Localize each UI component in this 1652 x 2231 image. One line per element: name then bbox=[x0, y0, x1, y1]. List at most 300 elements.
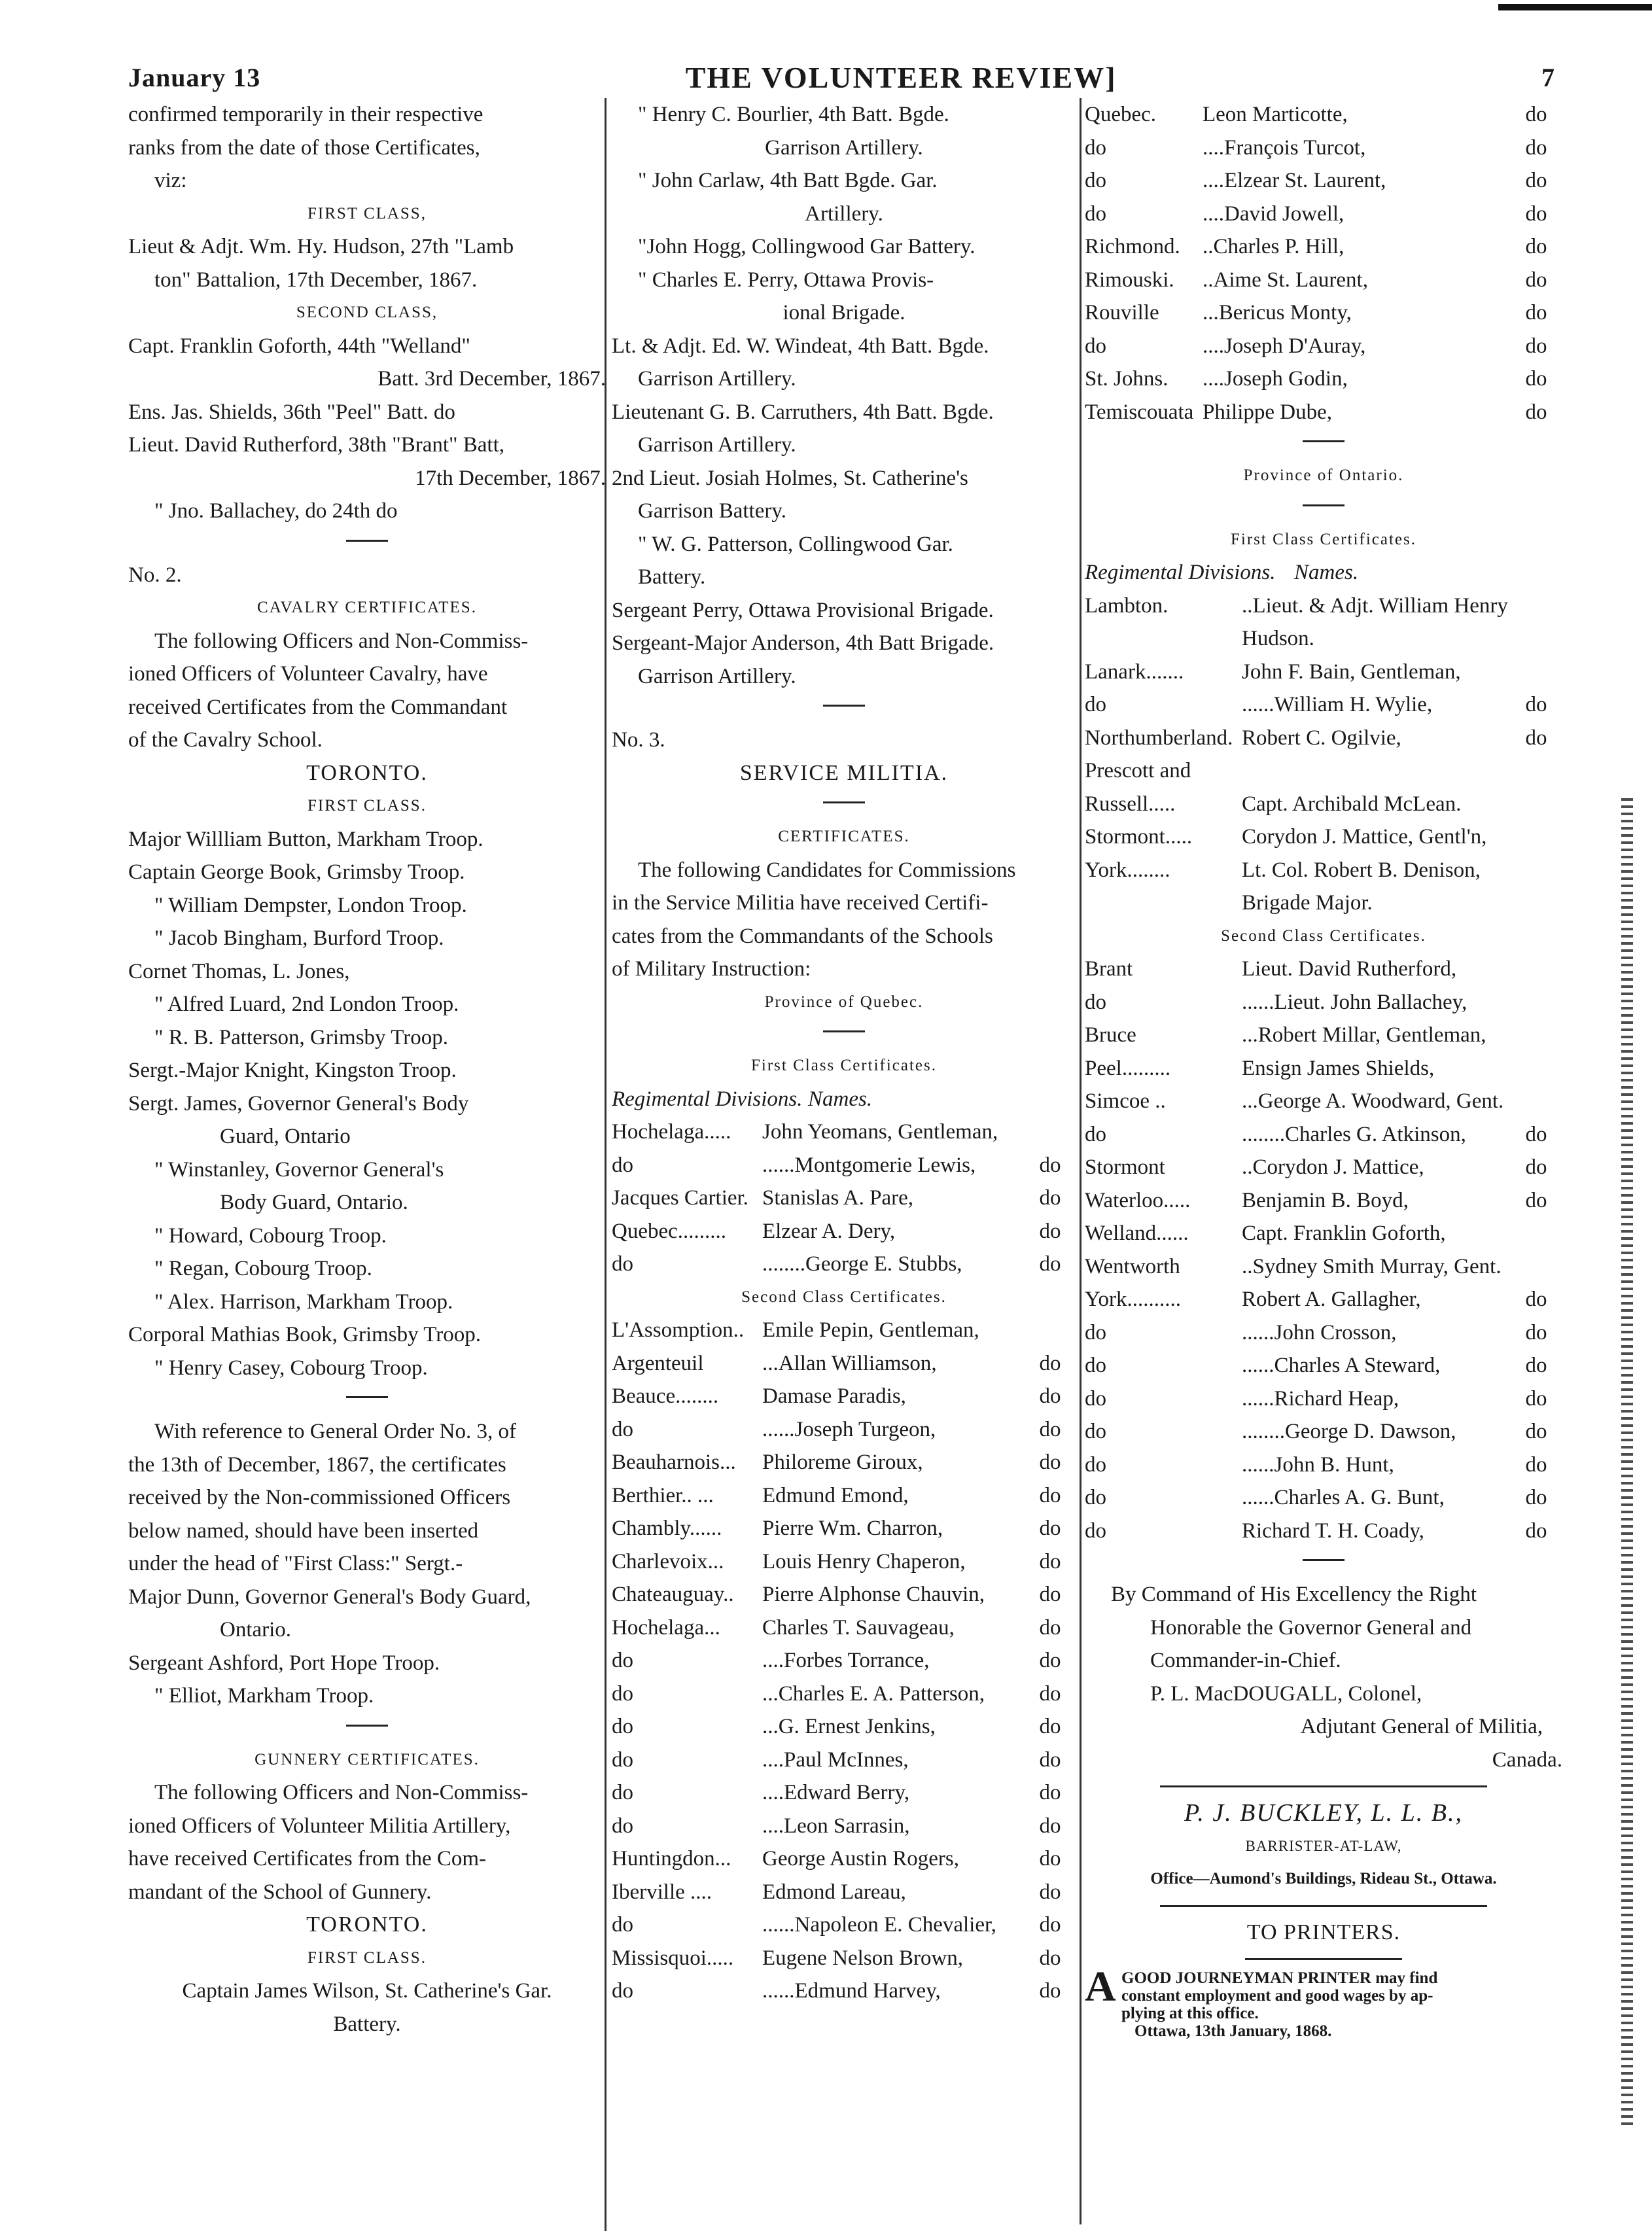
name-cell: ....David Jowell, bbox=[1203, 202, 1344, 226]
text-line: The following Candidates for Commissions bbox=[638, 858, 1016, 882]
name-cell: ...Robert Millar, Gentleman, bbox=[1242, 1023, 1486, 1047]
list-item: Sergeant-Major Anderson, 4th Batt Brigade. bbox=[612, 631, 994, 655]
division-cell: Rimouski. bbox=[1085, 268, 1174, 292]
text-line: Ens. Jas. Shields, 36th "Peel" Batt. do bbox=[128, 400, 455, 424]
table-row bbox=[612, 1744, 1076, 1777]
name-cell bbox=[1242, 754, 1510, 788]
column-1 bbox=[128, 98, 606, 2139]
section-rule bbox=[1303, 1559, 1344, 1561]
division-cell: Russell..... bbox=[1085, 792, 1176, 816]
ditto-cell: do bbox=[1039, 1847, 1061, 1871]
signature-line: P. L. MacDOUGALL, Colonel, bbox=[1150, 1681, 1422, 1706]
advert-rule bbox=[1160, 1905, 1487, 1907]
table-row bbox=[1085, 1415, 1562, 1449]
table-row bbox=[612, 1942, 1076, 1975]
table-row bbox=[1085, 986, 1562, 1019]
division-cell: do bbox=[612, 1649, 633, 1672]
ditto-cell: do bbox=[1525, 103, 1547, 126]
ditto-cell: do bbox=[1039, 1450, 1061, 1474]
table-row bbox=[1085, 1250, 1562, 1284]
text-line: confirmed temporarily in their respective bbox=[128, 103, 483, 126]
advert-rule bbox=[1160, 1785, 1487, 1787]
signature-line: Adjutant General of Militia, bbox=[1300, 1715, 1543, 1738]
name-cell: ......John Crosson, bbox=[1242, 1320, 1397, 1344]
name-cell: Philippe Dube, bbox=[1203, 400, 1332, 424]
ditto-cell: do bbox=[1039, 1913, 1061, 1937]
header-date: January 13 bbox=[128, 62, 261, 92]
division-cell: Jacques Cartier. bbox=[612, 1186, 748, 1210]
list-item: Artillery. bbox=[805, 202, 883, 226]
table-row bbox=[612, 1710, 1076, 1744]
table-row bbox=[612, 1479, 1076, 1513]
ditto-cell bbox=[1510, 953, 1562, 986]
class-heading: Second Class Certificates. bbox=[741, 1288, 947, 1306]
table-row bbox=[612, 1413, 1076, 1447]
ditto-cell: do bbox=[1525, 1320, 1547, 1344]
division-cell: do bbox=[612, 1781, 633, 1804]
name-cell: ......John B. Hunt, bbox=[1242, 1452, 1394, 1477]
division-cell: Brant bbox=[1085, 957, 1133, 981]
division-cell: do bbox=[1085, 990, 1106, 1014]
ditto-cell: do bbox=[1525, 1155, 1547, 1179]
table-row bbox=[1085, 396, 1562, 429]
ditto-cell: do bbox=[1039, 1351, 1061, 1375]
ditto-cell: do bbox=[1525, 400, 1547, 424]
division-cell: do bbox=[1085, 169, 1106, 192]
division-cell: do bbox=[1085, 202, 1106, 226]
ditto-cell: do bbox=[1525, 1452, 1547, 1477]
division-cell: do bbox=[612, 1153, 633, 1177]
ditto-cell bbox=[1510, 1052, 1562, 1085]
name-cell: Lieut. David Rutherford, bbox=[1242, 957, 1457, 981]
division-cell: Temiscouata bbox=[1085, 400, 1194, 424]
list-item: " W. G. Patterson, Collingwood Gar. bbox=[638, 532, 953, 556]
name-cell: ..Sydney Smith Murray, Gent. bbox=[1242, 1254, 1502, 1278]
name-cell: Richard T. H. Coady, bbox=[1242, 1519, 1424, 1543]
ditto-cell bbox=[1024, 1116, 1076, 1149]
text-line: Captain James Wilson, St. Catherine's Gar. bbox=[182, 1979, 552, 2003]
ditto-cell bbox=[1510, 754, 1562, 788]
division-cell: Beauce........ bbox=[612, 1384, 719, 1408]
ditto-cell: do bbox=[1039, 1681, 1061, 1706]
division-cell bbox=[1085, 887, 1242, 920]
section-heading: SERVICE MILITIA. bbox=[739, 760, 949, 785]
table-row bbox=[1085, 1515, 1562, 1548]
name-cell: Capt. Franklin Goforth, bbox=[1242, 1221, 1446, 1245]
text-line: 17th December, 1867. bbox=[415, 466, 606, 490]
list-item: " William Dempster, London Troop. bbox=[154, 893, 467, 917]
city-heading: TORONTO. bbox=[306, 1912, 428, 1937]
text-line: received Certificates from the Commandant bbox=[128, 695, 508, 719]
table-row bbox=[1085, 688, 1562, 722]
section-number: No. 2. bbox=[128, 563, 182, 587]
table-header bbox=[612, 1083, 1076, 1116]
table-row bbox=[1085, 622, 1562, 656]
table-row bbox=[612, 1876, 1076, 1909]
division-cell: do bbox=[1085, 334, 1106, 358]
text-line: " Jno. Ballachey, do 24th do bbox=[154, 499, 398, 523]
top-border-bar bbox=[1498, 4, 1652, 10]
ditto-cell: do bbox=[1039, 1153, 1061, 1177]
name-cell: ....Edward Berry, bbox=[762, 1781, 910, 1804]
table-row bbox=[612, 1215, 1076, 1248]
section-rule bbox=[823, 1030, 865, 1032]
list-item: Sergeant Perry, Ottawa Provisional Brigade. bbox=[612, 598, 994, 622]
name-cell: ....Leon Sarrasin, bbox=[762, 1814, 910, 1838]
section-rule bbox=[1303, 504, 1344, 506]
ditto-cell: do bbox=[1525, 202, 1547, 226]
city-heading: TORONTO. bbox=[306, 760, 428, 785]
province-heading: Province of Quebec. bbox=[764, 993, 924, 1011]
table-row bbox=[612, 1644, 1076, 1678]
table-row bbox=[612, 1611, 1076, 1645]
division-cell: Missisquoi..... bbox=[612, 1946, 734, 1970]
page-edge-texture bbox=[1621, 798, 1633, 2126]
ditto-cell: do bbox=[1039, 1979, 1061, 2003]
printer-advert bbox=[1085, 1963, 1562, 2040]
table-row bbox=[1085, 98, 1562, 132]
table-row bbox=[1085, 362, 1562, 396]
list-item: Garrison Artillery. bbox=[765, 135, 923, 160]
quebec-first-class-table bbox=[612, 1116, 1076, 1281]
list-item: Lieutenant G. B. Carruthers, 4th Batt. Bgde. bbox=[612, 400, 994, 424]
division-cell: Stormont bbox=[1085, 1155, 1165, 1179]
division-cell: L'Assomption.. bbox=[612, 1318, 745, 1342]
name-cell: ....François Turcot, bbox=[1203, 135, 1366, 160]
advert-office: Office—Aumond's Buildings, Rideau St., Ottawa. bbox=[1150, 1870, 1497, 1888]
table-row bbox=[1085, 656, 1562, 689]
division-cell: do bbox=[612, 1913, 633, 1937]
signature-line: Canada. bbox=[1492, 1748, 1562, 1772]
ditto-cell: do bbox=[1039, 1252, 1061, 1276]
ditto-cell: do bbox=[1039, 1583, 1061, 1606]
list-item: Garrison Artillery. bbox=[638, 367, 796, 391]
table-row bbox=[612, 1446, 1076, 1479]
name-cell: Capt. Archibald McLean. bbox=[1242, 792, 1462, 816]
ditto-cell: do bbox=[1039, 1715, 1061, 1738]
ditto-cell: do bbox=[1039, 1549, 1061, 1573]
text-line: ioned Officers of Volunteer Cavalry, have bbox=[128, 662, 488, 686]
table-row bbox=[1085, 754, 1562, 788]
name-cell: ......Charles A Steward, bbox=[1242, 1354, 1441, 1377]
ditto-cell: do bbox=[1039, 1219, 1061, 1243]
table-row bbox=[1085, 198, 1562, 231]
text-line: in the Service Militia have received Certifi- bbox=[612, 891, 989, 915]
division-cell: Lanark....... bbox=[1085, 659, 1184, 684]
text-line: Commander-in-Chief. bbox=[1150, 1649, 1341, 1672]
ditto-cell: do bbox=[1525, 1354, 1547, 1377]
division-cell: do bbox=[1085, 1386, 1106, 1411]
ditto-cell: do bbox=[1039, 1384, 1061, 1408]
name-cell: Pierre Alphonse Chauvin, bbox=[762, 1583, 985, 1606]
table-row bbox=[1085, 953, 1562, 986]
division-cell: do bbox=[1085, 1320, 1106, 1344]
section-heading: CERTIFICATES. bbox=[778, 828, 910, 845]
division-cell: do bbox=[1085, 1420, 1106, 1443]
publication-title: THE VOLUNTEER REVIEW] bbox=[685, 60, 1117, 94]
division-cell: Chateauguay.. bbox=[612, 1583, 734, 1606]
division-cell: do bbox=[612, 1748, 633, 1772]
section-number: No. 3. bbox=[612, 728, 665, 752]
ditto-cell: do bbox=[1525, 301, 1547, 325]
name-cell: ......Montgomerie Lewis, bbox=[762, 1153, 976, 1177]
section-heading: SECOND CLASS, bbox=[296, 304, 438, 321]
division-cell: Welland...... bbox=[1085, 1221, 1189, 1245]
ditto-cell bbox=[1510, 854, 1562, 887]
text-line: ranks from the date of those Certificates, bbox=[128, 135, 480, 160]
division-cell: do bbox=[1085, 1122, 1106, 1146]
division-cell: do bbox=[1085, 1486, 1106, 1509]
name-cell: ......Charles A. G. Bunt, bbox=[1242, 1486, 1445, 1509]
class-heading: First Class Certificates. bbox=[1231, 530, 1416, 548]
list-item: " Regan, Cobourg Troop. bbox=[154, 1257, 372, 1280]
name-cell: ......Joseph Turgeon, bbox=[762, 1417, 936, 1441]
name-cell: ...Charles E. A. Patterson, bbox=[762, 1681, 985, 1706]
name-cell: ..Charles P. Hill, bbox=[1203, 235, 1344, 258]
page-number: 7 bbox=[1541, 62, 1555, 92]
list-item: " Henry Casey, Cobourg Troop. bbox=[154, 1356, 428, 1380]
table-row bbox=[1085, 164, 1562, 198]
division-cell: do bbox=[1085, 1519, 1106, 1543]
table-row bbox=[612, 1810, 1076, 1843]
ditto-cell: do bbox=[1039, 1748, 1061, 1772]
division-cell: Wentworth bbox=[1085, 1254, 1180, 1278]
table-row bbox=[1085, 1052, 1562, 1085]
text-line: Ottawa, 13th January, 1868. bbox=[1134, 2022, 1332, 2040]
name-cell: Lt. Col. Robert B. Denison, bbox=[1242, 858, 1481, 882]
text-line: Major Dunn, Governor General's Body Guard, bbox=[128, 1585, 531, 1609]
table-row bbox=[1085, 1019, 1562, 1052]
list-item: Corporal Mathias Book, Grimsby Troop. bbox=[128, 1323, 482, 1346]
division-cell: Prescott and bbox=[1085, 759, 1191, 782]
division-cell: do bbox=[1085, 1452, 1106, 1477]
table-row bbox=[612, 1512, 1076, 1545]
table-row bbox=[1085, 1085, 1562, 1118]
ditto-cell: do bbox=[1525, 1420, 1547, 1443]
section-rule bbox=[346, 540, 388, 542]
section-rule bbox=[346, 1396, 388, 1398]
division-cell: Stormont..... bbox=[1085, 825, 1193, 849]
text-line: Honorable the Governor General and bbox=[1150, 1615, 1472, 1640]
text-line: The following Officers and Non-Commiss- bbox=[154, 629, 529, 653]
division-cell: Huntingdon... bbox=[612, 1847, 731, 1871]
ditto-cell: do bbox=[1525, 268, 1547, 292]
ditto-cell bbox=[1510, 788, 1562, 821]
name-cell: Ensign James Shields, bbox=[1242, 1056, 1435, 1080]
name-cell: ...Allan Williamson, bbox=[762, 1351, 937, 1375]
ditto-cell bbox=[1510, 1250, 1562, 1284]
list-item: Cornet Thomas, L. Jones, bbox=[128, 959, 350, 983]
table-row bbox=[1085, 132, 1562, 165]
division-cell: do bbox=[612, 1715, 633, 1738]
table-row bbox=[612, 1149, 1076, 1182]
text-line: Capt. Franklin Goforth, 44th "Welland" bbox=[128, 334, 470, 358]
division-cell: York........ bbox=[1085, 858, 1170, 882]
name-cell: Louis Henry Chaperon, bbox=[762, 1549, 966, 1573]
division-cell: Bruce bbox=[1085, 1023, 1136, 1047]
text-line: of Military Instruction: bbox=[612, 957, 811, 981]
table-row bbox=[1085, 1118, 1562, 1151]
name-cell: ...George A. Woodward, Gent. bbox=[1242, 1089, 1504, 1113]
table-row bbox=[612, 1678, 1076, 1711]
list-item: Battery. bbox=[638, 565, 706, 589]
text-line: have received Certificates from the Com- bbox=[128, 1847, 487, 1871]
name-cell: ....Paul McInnes, bbox=[762, 1748, 909, 1772]
ditto-cell bbox=[1510, 656, 1562, 689]
ditto-cell: do bbox=[1039, 1880, 1061, 1904]
list-item: " R. B. Patterson, Grimsby Troop. bbox=[154, 1025, 448, 1049]
list-item: " Henry C. Bourlier, 4th Batt. Bgde. bbox=[638, 103, 949, 126]
division-cell: Beauharnois... bbox=[612, 1450, 736, 1474]
text-line: ton" Battalion, 17th December, 1867. bbox=[154, 268, 478, 292]
division-cell: Lambton. bbox=[1085, 593, 1169, 618]
ditto-cell bbox=[1510, 1019, 1562, 1052]
division-cell: St. Johns. bbox=[1085, 367, 1169, 391]
quebec-continued-table bbox=[1085, 98, 1562, 429]
ditto-cell: do bbox=[1525, 1519, 1547, 1543]
name-cell: Benjamin B. Boyd, bbox=[1242, 1188, 1409, 1212]
name-cell: ........George D. Dawson, bbox=[1242, 1420, 1456, 1443]
division-cell: do bbox=[1085, 1354, 1106, 1377]
list-item: Garrison Artillery. bbox=[638, 433, 796, 457]
ditto-cell: do bbox=[1525, 169, 1547, 192]
name-cell: Damase Paradis, bbox=[762, 1384, 906, 1408]
name-cell: Robert C. Ogilvie, bbox=[1242, 726, 1401, 750]
name-cell: ......William H. Wylie, bbox=[1242, 693, 1433, 716]
ditto-cell: do bbox=[1039, 1946, 1061, 1970]
text-line: mandant of the School of Gunnery. bbox=[128, 1880, 432, 1904]
list-item: " Howard, Cobourg Troop. bbox=[154, 1223, 387, 1248]
column-header-names: Names. bbox=[808, 1087, 873, 1111]
list-item: Body Guard, Ontario. bbox=[220, 1191, 408, 1214]
text-line: below named, should have been inserted bbox=[128, 1519, 479, 1543]
name-cell: Pierre Wm. Charron, bbox=[762, 1517, 943, 1540]
text-line: received by the Non-commissioned Officers bbox=[128, 1486, 511, 1509]
intro-paragraph bbox=[128, 98, 606, 198]
table-row bbox=[612, 1314, 1076, 1347]
division-cell: Hochelaga... bbox=[612, 1615, 720, 1640]
table-row bbox=[1085, 722, 1562, 755]
section-rule bbox=[1303, 440, 1344, 442]
list-item: " Alex. Harrison, Markham Troop. bbox=[154, 1290, 453, 1314]
text-line: Ontario. bbox=[220, 1618, 292, 1642]
text-line: GOOD JOURNEYMAN PRINTER may find bbox=[1121, 1969, 1438, 1987]
text-line: The following Officers and Non-Commiss- bbox=[154, 1781, 529, 1804]
table-row bbox=[612, 1116, 1076, 1149]
table-row bbox=[1085, 1217, 1562, 1250]
name-cell: ......Napoleon E. Chevalier, bbox=[762, 1913, 996, 1937]
name-cell: ....Joseph Godin, bbox=[1203, 367, 1348, 391]
division-cell: do bbox=[1085, 135, 1106, 160]
division-cell: Argenteuil bbox=[612, 1351, 704, 1375]
section-heading: FIRST CLASS, bbox=[308, 204, 427, 222]
name-cell: ....Forbes Torrance, bbox=[762, 1649, 930, 1672]
list-item: Garrison Artillery. bbox=[638, 664, 796, 688]
ditto-cell: do bbox=[1525, 334, 1547, 358]
name-cell: ..Lieut. & Adjt. William Henry bbox=[1242, 593, 1508, 618]
name-cell: ..Aime St. Laurent, bbox=[1203, 268, 1368, 292]
division-cell: do bbox=[1085, 693, 1106, 716]
table-row bbox=[612, 1908, 1076, 1942]
table-row bbox=[1085, 1184, 1562, 1218]
cavalry-list bbox=[128, 823, 606, 1385]
ditto-cell: do bbox=[1039, 1517, 1061, 1540]
quebec-second-class-table bbox=[612, 1314, 1076, 2008]
table-row bbox=[612, 1545, 1076, 1579]
text-line: the 13th of December, 1867, the certificates bbox=[128, 1452, 506, 1477]
column-header-divisions: Regimental Divisions. bbox=[1085, 561, 1276, 584]
division-cell: do bbox=[612, 1979, 633, 2003]
table-row bbox=[1085, 887, 1562, 920]
text-line: With reference to General Order No. 3, of bbox=[154, 1420, 516, 1443]
division-cell: Berthier.. ... bbox=[612, 1483, 714, 1507]
division-cell: Chambly...... bbox=[612, 1517, 722, 1540]
section-rule bbox=[346, 1725, 388, 1727]
table-row bbox=[612, 1182, 1076, 1215]
ditto-cell: do bbox=[1525, 1386, 1547, 1411]
text-line: ioned Officers of Volunteer Militia Artillery, bbox=[128, 1814, 511, 1838]
column-divider-2 bbox=[1080, 98, 1081, 2224]
province-heading: Province of Ontario. bbox=[1243, 466, 1404, 484]
class-heading: First Class Certificates. bbox=[751, 1057, 937, 1074]
name-cell: George Austin Rogers, bbox=[762, 1847, 959, 1871]
ditto-cell: do bbox=[1525, 135, 1547, 160]
text-line: Batt. 3rd December, 1867. bbox=[378, 367, 606, 391]
section-rule bbox=[823, 705, 865, 707]
name-cell: John F. Bain, Gentleman, bbox=[1242, 659, 1461, 684]
page-header bbox=[128, 58, 1555, 97]
column-3 bbox=[1085, 98, 1562, 2139]
list-item: ional Brigade. bbox=[782, 301, 905, 325]
ditto-cell: do bbox=[1039, 1417, 1061, 1441]
division-cell: Richmond. bbox=[1085, 235, 1180, 258]
artillery-list bbox=[612, 98, 1076, 693]
division-cell: Iberville .... bbox=[612, 1880, 712, 1904]
table-row bbox=[1085, 1449, 1562, 1482]
table-row bbox=[612, 1248, 1076, 1281]
division-cell: York.......... bbox=[1085, 1288, 1182, 1311]
ditto-cell: do bbox=[1039, 1615, 1061, 1640]
ditto-cell: do bbox=[1039, 1781, 1061, 1804]
ditto-cell bbox=[1510, 820, 1562, 854]
name-cell: ...Bericus Monty, bbox=[1203, 301, 1352, 325]
column-header-names: Names. bbox=[1294, 561, 1359, 584]
ontario-second-class-table bbox=[1085, 953, 1562, 1547]
name-cell: Corydon J. Mattice, Gentl'n, bbox=[1242, 825, 1487, 849]
name-cell: ....Elzear St. Laurent, bbox=[1203, 169, 1386, 192]
ditto-cell bbox=[1510, 589, 1562, 623]
name-cell: Hudson. bbox=[1242, 627, 1314, 650]
advert-name: P. J. BUCKLEY, L. L. B., bbox=[1184, 1799, 1463, 1827]
name-cell: Charles T. Sauvageau, bbox=[762, 1615, 955, 1640]
table-row bbox=[612, 1380, 1076, 1413]
ditto-cell: do bbox=[1525, 1486, 1547, 1509]
section-heading: FIRST CLASS. bbox=[308, 797, 427, 815]
name-cell: ....Joseph D'Auray, bbox=[1203, 334, 1366, 358]
text-line: Lieut & Adjt. Wm. Hy. Hudson, 27th "Lamb bbox=[128, 235, 514, 258]
advert-title: BARRISTER-AT-LAW, bbox=[1245, 1837, 1402, 1854]
section-rule bbox=[823, 801, 865, 803]
division-cell: Quebec. bbox=[1085, 103, 1157, 126]
list-item: Sergt. James, Governor General's Body bbox=[128, 1091, 469, 1116]
ditto-cell: do bbox=[1039, 1814, 1061, 1838]
table-row bbox=[612, 1347, 1076, 1380]
ditto-cell bbox=[1510, 1085, 1562, 1118]
table-row bbox=[1085, 820, 1562, 854]
drop-cap: A bbox=[1085, 1963, 1116, 2011]
ditto-cell: do bbox=[1525, 367, 1547, 391]
table-row bbox=[612, 1578, 1076, 1611]
